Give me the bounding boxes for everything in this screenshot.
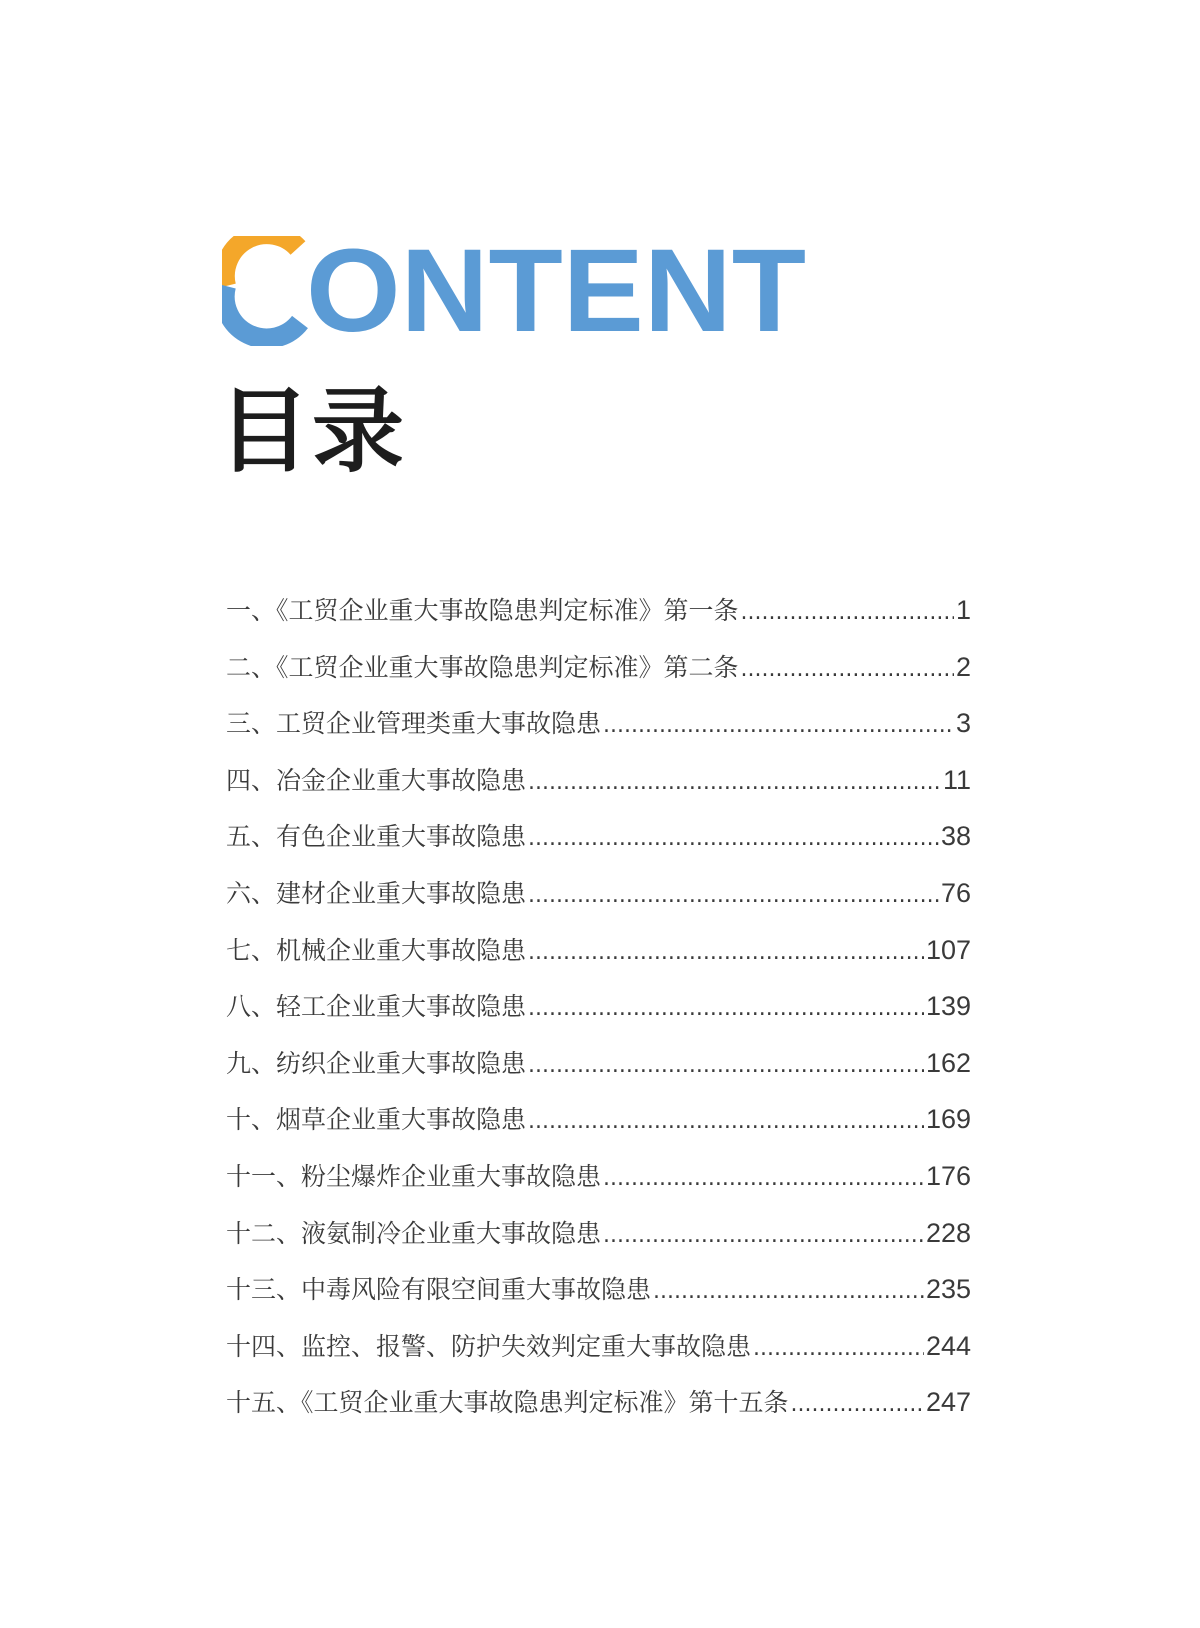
toc-item-title: 十二、液氨制冷企业重大事故隐患: [226, 1218, 602, 1248]
toc-item[interactable]: [226, 1327, 971, 1384]
toc-item[interactable]: [226, 987, 971, 1044]
toc-item-title: 二、《工贸企业重大事故隐患判定标准》第二条: [226, 652, 739, 682]
toc-item[interactable]: [226, 591, 971, 648]
toc-item[interactable]: [226, 1383, 971, 1440]
toc-item-page-number: 162: [925, 1047, 971, 1078]
toc-dot-leader: [528, 940, 924, 965]
toc-item-page-number: 139: [925, 991, 971, 1022]
toc-item-page-number: 176: [925, 1160, 971, 1191]
page-title: 目录: [218, 378, 407, 485]
toc-item-title: 十四、监控、报警、防护失效判定重大事故隐患: [226, 1331, 752, 1361]
toc-item-page-number: 1: [955, 595, 971, 625]
toc-dot-leader: [603, 713, 954, 738]
toc-dot-leader: [791, 1392, 924, 1417]
toc-dot-leader: [528, 1053, 924, 1078]
toc-item-title: 五、有色企业重大事故隐患: [226, 822, 527, 852]
toc-item-page-number: 247: [925, 1387, 971, 1418]
toc-dot-leader: [753, 1336, 924, 1361]
toc-item-page-number: 76: [940, 877, 971, 908]
toc-item-title: 一、《工贸企业重大事故隐患判定标准》第一条: [226, 596, 739, 625]
toc-dot-leader: [528, 770, 941, 795]
toc-item[interactable]: [226, 1157, 971, 1214]
toc-item-page-number: 228: [925, 1217, 971, 1248]
toc-item[interactable]: [226, 817, 971, 874]
toc-item-page-number: 2: [955, 651, 971, 682]
toc-dot-leader: [528, 1109, 924, 1134]
toc-item[interactable]: [226, 1100, 971, 1157]
toc-item-title: 八、轻工企业重大事故隐患: [226, 992, 527, 1022]
toc-item-title: 十五、《工贸企业重大事故隐患判定标准》第十五条: [226, 1388, 789, 1418]
toc-item[interactable]: [226, 648, 971, 705]
toc-item-title: 十一、粉尘爆炸企业重大事故隐患: [226, 1161, 602, 1191]
toc-item[interactable]: [226, 704, 971, 761]
toc-item-title: 七、机械企业重大事故隐患: [226, 935, 527, 965]
toc-item-page-number: 235: [925, 1274, 971, 1305]
toc-dot-leader: [528, 883, 939, 908]
toc-item[interactable]: [226, 761, 971, 818]
toc-item-page-number: 11: [942, 764, 971, 795]
toc-item-page-number: 3: [955, 708, 971, 739]
toc-item[interactable]: [226, 1214, 971, 1271]
toc-item-page-number: 107: [925, 934, 971, 965]
toc-dot-leader: [528, 826, 939, 851]
toc-item-title: 九、纺织企业重大事故隐患: [226, 1048, 527, 1078]
c-orange-arc: [225, 236, 298, 286]
toc-dot-leader: [528, 996, 924, 1021]
content-heading: [222, 236, 842, 346]
content-heading-text: ONTENT: [306, 236, 806, 346]
toc-dot-leader: [741, 657, 954, 682]
toc-item-page-number: 38: [940, 821, 971, 852]
toc-item[interactable]: [226, 931, 971, 988]
toc-item-title: 四、冶金企业重大事故隐患: [226, 765, 527, 795]
toc-dot-leader: [603, 1223, 924, 1248]
c-blue-arc: [225, 286, 300, 338]
c-letter-logo: [225, 236, 300, 338]
toc-item-title: 十、烟草企业重大事故隐患: [226, 1105, 527, 1135]
toc-item-page-number: 244: [925, 1330, 971, 1361]
toc-dot-leader: [603, 1166, 924, 1191]
content-heading-graphic: [222, 236, 842, 346]
toc-dot-leader: [741, 600, 954, 625]
toc-item-page-number: 169: [925, 1104, 971, 1135]
toc-item-title: 十三、中毒风险有限空间重大事故隐患: [226, 1275, 652, 1305]
toc-item[interactable]: [226, 1270, 971, 1327]
toc-item[interactable]: [226, 874, 971, 931]
toc-item[interactable]: [226, 1044, 971, 1101]
toc-item-title: 六、建材企业重大事故隐患: [226, 878, 527, 908]
toc-list: [226, 591, 971, 1440]
toc-dot-leader: [653, 1279, 924, 1304]
toc-item-title: 三、工贸企业管理类重大事故隐患: [226, 709, 602, 739]
